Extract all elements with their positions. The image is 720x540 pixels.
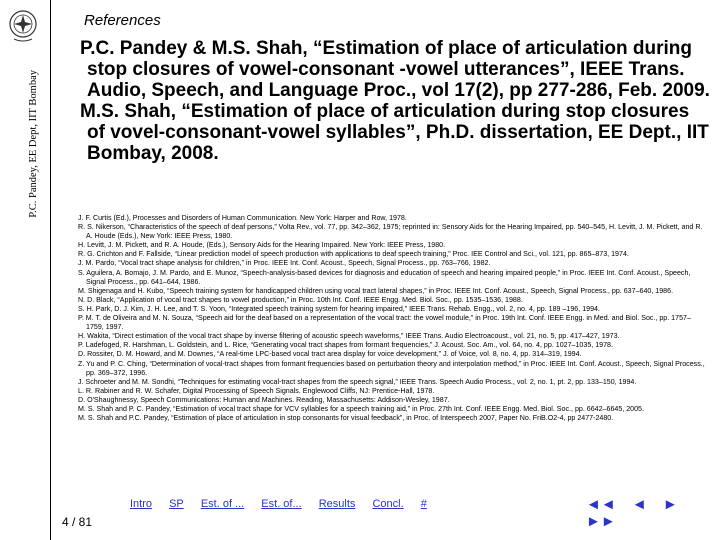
- nav-link-sp[interactable]: SP: [169, 498, 184, 510]
- reference-item: M. S. Shah and P.C. Pandey, “Estimation of place of articulation in stop consonants for visual feedback”, in Proc. of Interspeech 2007, Paper No. FriB.O2-4, pp 2477-2480.: [78, 414, 614, 423]
- page-number: 4 / 81: [62, 515, 93, 529]
- reference-item: J. Schroeter and M. M. Sondhi, “Techniques for estimating vocal-tract shapes from the speech signal,” IEEE Trans. Speech Audio Process., vol. 2, no. 1, pt. 2, pp. 133–150, 1994.: [78, 377, 637, 386]
- last-slide-icon[interactable]: ►►: [586, 513, 616, 530]
- slide-title: References: [84, 12, 161, 29]
- iit-bombay-emblem-icon: [8, 8, 38, 44]
- reference-item: P. Ladefoged, R. Harshman, L. Goldstein, and L. Rice, “Generating vocal tract shapes from formant frequencies,” J. Acoust. Soc. Am., vol. 64, no. 4, pp. 1027–1035, 1978.: [78, 341, 613, 350]
- reference-item: M. S. Shah and P. C. Pandey, “Estimation of vocal tract shape for VCV syllables for a speech training aid,” in Proc. 27th Int. Conf. IEEE Engg. Med. Biol. Soc., pp. 6642–6645, 2005.: [78, 404, 644, 413]
- reference-item: L. R. Rabiner and R. W. Schafer, Digital Processing of Speech Signals. Englewood Cliffs, NJ: Prentice-Hall, 1978.: [78, 386, 435, 395]
- main-references: [80, 38, 710, 164]
- sidebar-author-text: P.C. Pandey, EE Dept, IIT Bombay: [28, 70, 39, 218]
- reference-item: R. G. Crichton and F. Fallside, “Linear prediction model of speech production with applications to deaf speech training,” Proc. IEE Control and Sci., vol. 121, pp. 865–873, 1974.: [78, 250, 629, 259]
- reference-item: P. M. T. de Oliveira and M. N. Souza, “Speech aid for the deaf based on a representation of the vocal tract: the vowel module,” in Proc. 19th Int. Conf. IEEE Engg. in Med. and Biol. Soc., pp. 1757–1759, 1997.: [78, 314, 691, 332]
- sidebar-divider: [50, 0, 51, 540]
- reference-item: Z. Yu and P. C. Ching, “Determination of vocal-tract shapes from formant frequencies based on perturbation theory and interpolation method,” in Proc. IEEE Int. Conf. Acoust., Speech, Signal Process., pp. 369–372, 1996.: [78, 359, 705, 377]
- prev-slide-icon[interactable]: ◄: [631, 496, 647, 513]
- reference-item: M. Shigenaga and H. Kubo, “Speech training system for handicapped children using vocal tract lateral shapes,” in Proc. IEEE Int. Conf. Acoust., Speech, Signal Process., pp. 637–640, 1986.: [78, 286, 674, 295]
- main-reference: P.C. Pandey & M.S. Shah, “Estimation of place of articulation during stop closures of vowel-consonant -vowel utterances”, IEEE Trans. Audio, Speech, and Language Proc., vol 17(2), pp 277-286, Feb. 2009.: [80, 38, 710, 101]
- main-reference: M.S. Shah, “Estimation of place of articulation during stop closures of vovel-consonant-vowel syllables”, Ph.D. dissertation, EE Dept., IIT Bombay, 2008.: [80, 101, 709, 164]
- reference-item: N. D. Black, “Application of vocal tract shapes to vowel production,” in Proc. 10th Int. Conf. IEEE Engg. Med. Biol. Soc., pp. 1535–1536, 1988.: [78, 295, 523, 304]
- sidebar: [0, 0, 50, 540]
- nav-link-est-1[interactable]: Est. of ...: [200, 498, 245, 510]
- next-slide-icon[interactable]: ►: [662, 496, 678, 513]
- reference-item: R. S. Nikerson, “Characteristics of the speech of deaf persons,” Volta Rev., vol. 77, pp. 342–362, 1975; reprinted in: Sensory Aids for the Hearing Impaired, pp. 540–545, H. Levitt, J. M. Pickett, and R. A. Houde (Eds.), New York: IEEE Press, 1980.: [78, 223, 703, 241]
- reference-item: D. Rossiter, D. M. Howard, and M. Downes, “A real-time LPC-based vocal tract area display for voice development,” J. of Voice, vol. 8, no. 4, pp. 314–319, 1994.: [78, 350, 582, 359]
- reference-item: D. O'Shaughnessy, Speech Communications: Human and Machines. Reading, Massachusetts: Addison-Wesley, 1987.: [78, 395, 450, 404]
- reference-item: S. H. Park, D. J. Kim, J. H. Lee, and T. S. Yoon, “Integrated speech training system for hearing impaired,” IEEE Trans. Rehab. Engg., vol. 2, no. 4, pp. 189 –196, 1994.: [78, 304, 600, 313]
- nav-link-results[interactable]: Results: [318, 498, 356, 510]
- reference-list: [78, 214, 706, 423]
- nav-link-concl[interactable]: Concl.: [372, 498, 404, 510]
- slide-navigation: [130, 498, 441, 510]
- reference-item: S. Aguilera, A. Bomajo, J. M. Pardo, and E. Munoz, “Speech-analysis-based devices for diagnosis and education of speech and hearing impaired people,” in Proc. IEEE Int. Conf. Acoust., Speech, Signal Process., pp. 641–644, 1986.: [78, 268, 691, 286]
- reference-item: H. Wakita, “Direct estimation of the vocal tract shape by inverse filtering of acoustic speech waveforms,” IEEE Trans. Audio Electroacoust., vol. 21, no. 5, pp. 417–427, 1973.: [78, 332, 620, 341]
- first-slide-icon[interactable]: ◄◄: [586, 496, 616, 513]
- reference-item: J. F. Curtis (Ed.), Processes and Disorders of Human Communication. New York: Harper and Row, 1978.: [78, 214, 407, 222]
- nav-arrows: [586, 496, 720, 530]
- nav-link-hash[interactable]: #: [420, 498, 427, 510]
- reference-item: J. M. Pardo, “Vocal tract shape analysis for children,” in Proc. IEEE Int. Conf. Acoust., Speech, Signal Process., pp. 763–766, 1982.: [78, 259, 491, 268]
- reference-item: H. Levitt, J. M. Pickett, and R. A. Houde, (Eds.), Sensory Aids for the Hearing Impaired. New York: IEEE Press, 1980.: [78, 241, 446, 250]
- nav-link-intro[interactable]: Intro: [130, 498, 153, 510]
- nav-link-est-2[interactable]: Est. of...: [261, 498, 302, 510]
